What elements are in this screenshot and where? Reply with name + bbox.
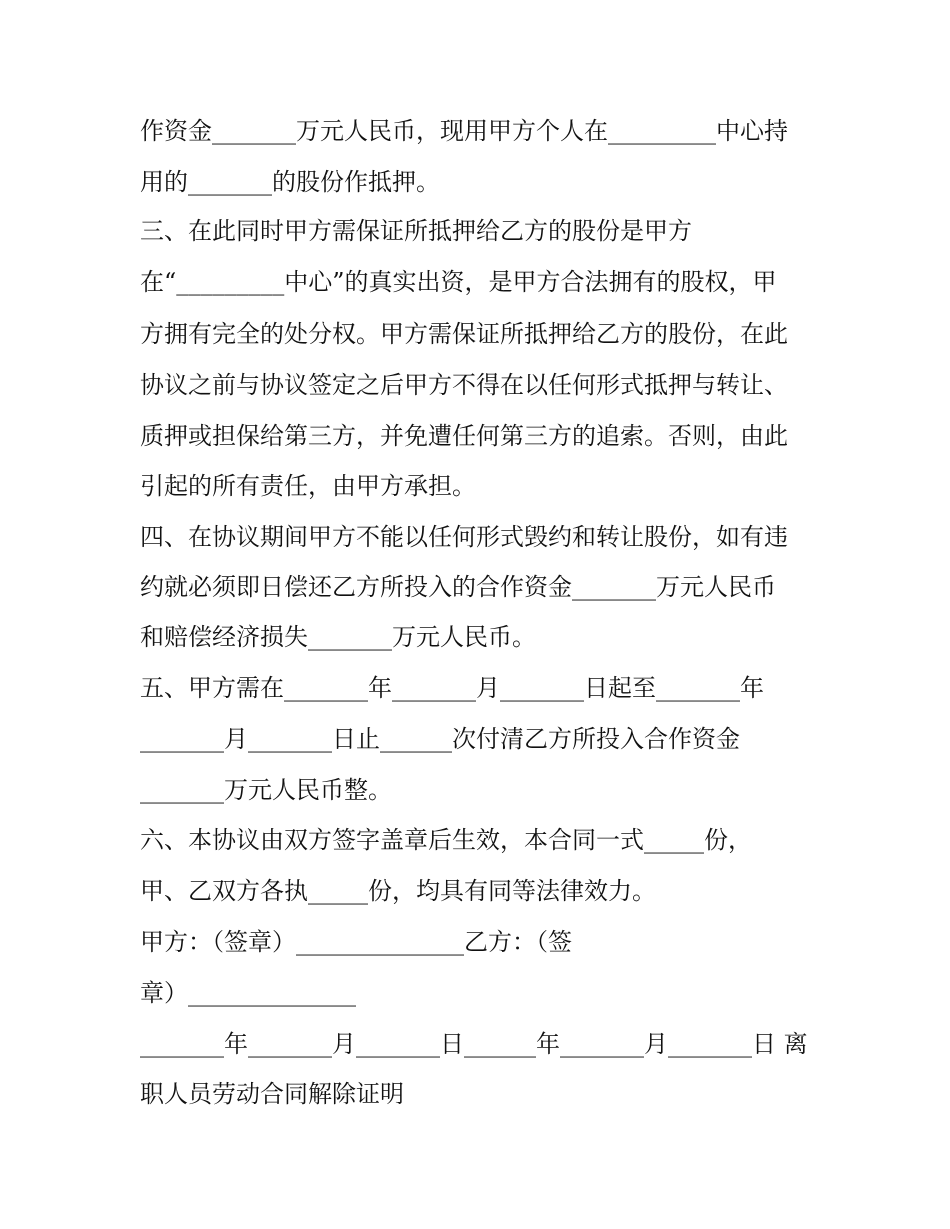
- text-line: 六、本协议由双方签字盖章后生效，本合同一式_____份，: [140, 826, 752, 854]
- text-line: 质押或担保给第三方，并免遭任何第三方的追索。否则，由此: [140, 422, 788, 450]
- text-line: 在“_________中心”的真实出资，是甲方合法拥有的股权，甲: [140, 268, 777, 296]
- text-line: 用的_______的股份作抵押。: [140, 168, 440, 196]
- text-line: 甲方：（签章）______________乙方：（签: [140, 928, 572, 956]
- text-line: 协议之前与协议签定之后甲方不得在以任何形式抵押与转让、: [140, 371, 788, 399]
- text-line: _______年_______月_______日______年_______月_______日 离: [140, 1030, 808, 1058]
- text-line: 章）______________: [140, 979, 356, 1007]
- text-line: 和赔偿经济损失_______万元人民币。: [140, 623, 536, 651]
- text-line: 职人员劳动合同解除证明: [140, 1080, 404, 1108]
- text-line: 作资金_______万元人民币，现用甲方个人在_________中心持: [140, 117, 788, 145]
- text-line: 方拥有完全的处分权。甲方需保证所抵押给乙方的股份，在此: [140, 320, 788, 348]
- text-line: _______月_______日止______次付清乙方所投入合作资金: [140, 725, 740, 753]
- text-line: 五、甲方需在_______年_______月_______日起至_______年: [140, 674, 764, 702]
- text-line: 引起的所有责任，由甲方承担。: [140, 472, 476, 500]
- text-line: 三、在此同时甲方需保证所抵押给乙方的股份是甲方: [140, 217, 692, 245]
- text-line: 四、在协议期间甲方不能以任何形式毁约和转让股份，如有违: [140, 523, 788, 551]
- text-line: 甲、乙双方各执_____份，均具有同等法律效力。: [140, 877, 656, 905]
- text-line: 约就必须即日偿还乙方所投入的合作资金_______万元人民币: [140, 573, 776, 601]
- text-line: _______万元人民币整。: [140, 776, 392, 804]
